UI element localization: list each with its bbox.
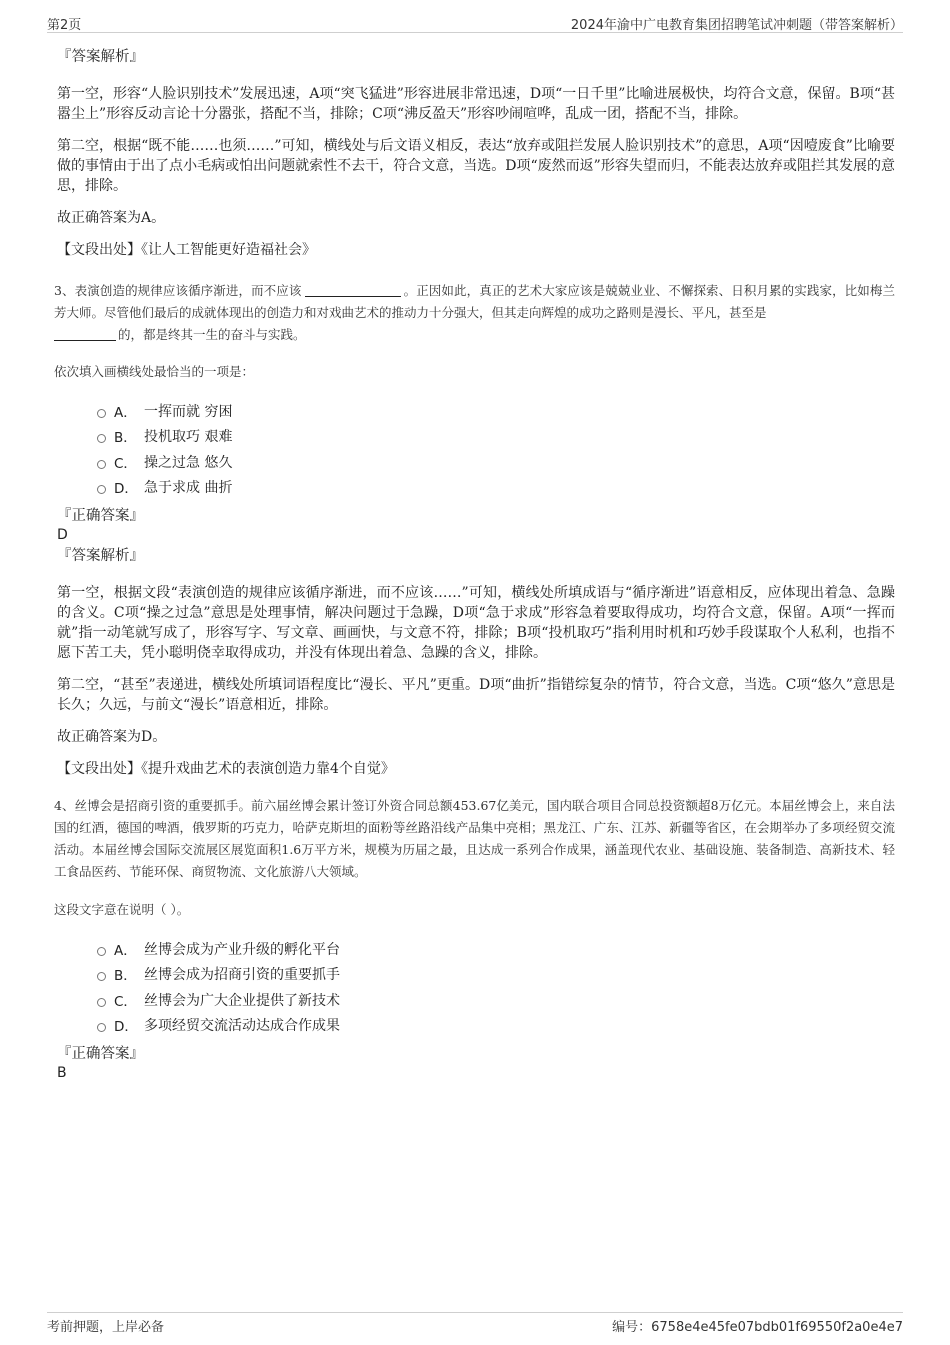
option-b[interactable]: B． 投机取巧 艰难 (97, 424, 895, 450)
option-text: 操之过急 悠久 (144, 454, 233, 471)
question-stem: 3、表演创造的规律应该循序渐进，而不应该 。正因如此，真正的艺术大家应该是兢兢业业、不懈探索、日积月累的实践家，比如梅兰芳大师。尽管他们最后的成就体现出的创造力和对戏曲艺术的推动力十分强大，但其走向辉煌的成功之路则是漫长、平凡，甚至是 的，都是终其一生的奋斗与实践。 (54, 283, 895, 342)
correct-answer-label: 『正确答案』 (57, 508, 144, 524)
options-list (57, 936, 895, 1038)
question-prompt: 这段文字意在说明（ ）。 (54, 902, 190, 917)
answer-analysis-label: 『答案解析』 (57, 548, 144, 564)
analysis-paragraph: 第二空，根据“既不能……也须……”可知，横线处与后文语义相反，表达“放弃或阻拦发展人脸识别技术”的意思，A项“因噎废食”比喻要做的事情由于出了点小毛病或怕出问题就索性不去干，符合文意，当选。D项“废然而返”形容失望而归，不能表达放弃或阻拦其发展的意思，排除。 (57, 138, 895, 194)
option-text: 急于求成 曲折 (144, 480, 233, 497)
option-d[interactable]: D． 多项经贸交流活动达成合作成果 (97, 1013, 895, 1039)
radio-icon[interactable] (97, 409, 106, 418)
answer-analysis-label: 『答案解析』 (57, 49, 144, 65)
fill-blank (305, 282, 401, 297)
option-c[interactable]: C． 操之过急 悠久 (97, 449, 895, 475)
conclusion-text: 故正确答案为A。 (57, 210, 166, 226)
radio-icon[interactable] (97, 434, 106, 443)
page-number: 第2页 (47, 18, 82, 33)
radio-icon[interactable] (97, 972, 106, 981)
option-text: 丝博会成为产业升级的孵化平台 (144, 941, 340, 958)
source-text: 【文段出处】《让人工智能更好造福社会》 (57, 242, 316, 258)
correct-answer: B (57, 1065, 67, 1081)
radio-icon[interactable] (97, 1023, 106, 1032)
footer-slogan: 考前押题，上岸必备 (47, 1320, 165, 1335)
options-list (57, 398, 895, 500)
conclusion-text: 故正确答案为D。 (57, 729, 167, 745)
option-b[interactable]: B． 丝博会成为招商引资的重要抓手 (97, 962, 895, 988)
question-stem: 4、丝博会是招商引资的重要抓手。前六届丝博会累计签订外资合同总额453.67亿美元，国内联合项目合同总投资额超8万亿元。本届丝博会上，来自法国的红酒，德国的啤酒，俄罗斯的巧克力，哈萨克斯坦的面粉等丝路沿线产品集中亮相；黑龙江、广东、江苏、新疆等省区，在会期举办了多项经贸交流活动。本届丝博会国际交流展区展览面积1.6万平方米，规模为历届之最，且达成一系列合作成果，涵盖现代农业、基础设施、装备制造、高新技术、轻工食品医药、节能环保、商贸物流、文化旅游八大领域。 (54, 798, 895, 879)
fill-blank (54, 326, 116, 341)
option-text: 丝博会成为招商引资的重要抓手 (144, 967, 340, 984)
document-title: 2024年渝中广电教育集团招聘笔试冲刺题（带答案解析） (570, 18, 903, 33)
correct-answer-label: 『正确答案』 (57, 1046, 144, 1062)
source-text: 【文段出处】《提升戏曲艺术的表演创造力靠4个自觉》 (57, 761, 395, 777)
correct-answer: D (57, 527, 68, 543)
option-text: 一挥而就 穷困 (144, 403, 233, 420)
radio-icon[interactable] (97, 460, 106, 469)
radio-icon[interactable] (97, 998, 106, 1007)
option-a[interactable]: A． 丝博会成为产业升级的孵化平台 (97, 936, 895, 962)
page-footer (47, 1312, 903, 1333)
option-text: 丝博会为广大企业提供了新技术 (144, 992, 340, 1009)
footer-serial: 编号：6758e4e45fe07bdb01f69550f2a0e4e7 (612, 1320, 903, 1335)
analysis-paragraph: 第二空，“甚至”表递进，横线处所填词语程度比“漫长、平凡”更重。D项“曲折”指错综复杂的情节，符合文意，当选。C项“悠久”意思是长久；久远，与前文“漫长”语意相近，排除。 (57, 677, 895, 713)
page-content (54, 44, 895, 1082)
question-prompt: 依次填入画横线处最恰当的一项是： (54, 364, 255, 379)
radio-icon[interactable] (97, 485, 106, 494)
option-text: 多项经贸交流活动达成合作成果 (144, 1018, 340, 1035)
radio-icon[interactable] (97, 947, 106, 956)
option-text: 投机取巧 艰难 (144, 429, 233, 446)
option-c[interactable]: C． 丝博会为广大企业提供了新技术 (97, 987, 895, 1013)
analysis-paragraph: 第一空，形容“人脸识别技术”发展迅速，A项“突飞猛进”形容进展非常迅速，D项“一日千里”比喻进展极快，均符合文意，保留。B项“甚嚣尘上”形容反动言论十分嚣张，搭配不当，排除；C项“沸反盈天”形容吵闹喧哗，乱成一团，搭配不当，排除。 (57, 86, 895, 122)
option-d[interactable]: D． 急于求成 曲折 (97, 475, 895, 501)
option-a[interactable]: A． 一挥而就 穷困 (97, 398, 895, 424)
analysis-paragraph: 第一空，根据文段“表演创造的规律应该循序渐进，而不应该……”可知，横线处所填成语与“循序渐进”语意相反，应体现出着急、急躁的含义。C项“操之过急”意思是处理事情，解决问题过于急躁，D项“急于求成”形容急着要取得成功，均符合文意，保留。A项“一挥而就”指一动笔就写成了，形容写字、写文章、画画快，与文意不符，排除；B项“投机取巧”指利用时机和巧妙手段谋取个人私利，也指不愿下苦工夫，凭小聪明侥幸取得成功，并没有体现出着急、急躁的含义，排除。 (57, 585, 895, 661)
page-header (47, 12, 903, 33)
